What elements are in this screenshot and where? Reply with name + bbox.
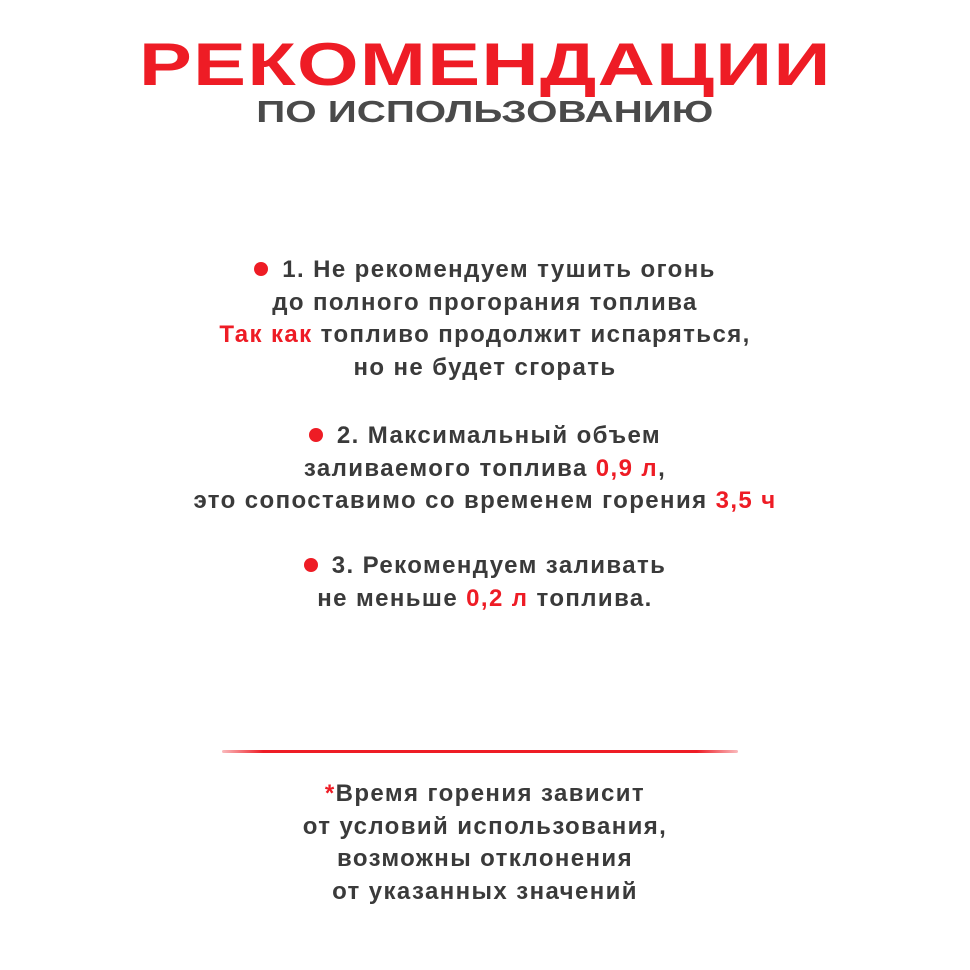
title-text: РЕКОМЕНДАЦИИ (138, 31, 832, 98)
bullet-dot-icon (304, 558, 318, 572)
footnote-line-2: от условий использования, (302, 812, 668, 840)
item-3-line-1: 3. Рекомендуем заливать (331, 552, 667, 579)
item-3-line-2: не меньше (317, 584, 467, 612)
item-1-accent: Так как (219, 321, 313, 348)
recommendation-2 (0, 420, 970, 518)
item-2-comma: , (658, 454, 667, 482)
footnote (0, 778, 970, 908)
footnote-line-3: возможны отклонения (337, 845, 633, 872)
bullet-dot-icon (254, 262, 268, 276)
bullet-dot-icon (309, 428, 323, 442)
item-3-line-2-end: топлива. (528, 584, 653, 612)
item-1-line-4: но не будет сгорать (353, 353, 617, 381)
item-2-line-1: 2. Максимальный объем (336, 422, 662, 449)
footnote-line-1: Время горения зависит (335, 780, 646, 807)
burn-time-value: 3,5 ч (715, 487, 777, 514)
page-subtitle (0, 92, 970, 132)
item-1-line-3: топливо продолжит испаряться, (312, 321, 751, 348)
max-volume-value: 0,9 л (595, 454, 659, 482)
item-1-line-2: до полного прогорания топлива (272, 288, 698, 316)
footnote-line-4: от указанных значений (332, 877, 638, 905)
recommendation-3 (0, 550, 970, 615)
subtitle-text: ПО ИСПОЛЬЗОВАНИЮ (256, 94, 714, 129)
item-2-line-2: заливаемого топлива (303, 454, 596, 482)
divider (222, 750, 738, 753)
asterisk: * (324, 780, 336, 807)
recommendation-1 (0, 254, 970, 384)
min-volume-value: 0,2 л (466, 584, 529, 612)
page-title (0, 30, 970, 100)
item-2-line-3: это сопоставимо со временем горения (193, 487, 716, 514)
item-1-line-1: 1. Не рекомендуем тушить огонь (282, 256, 716, 283)
